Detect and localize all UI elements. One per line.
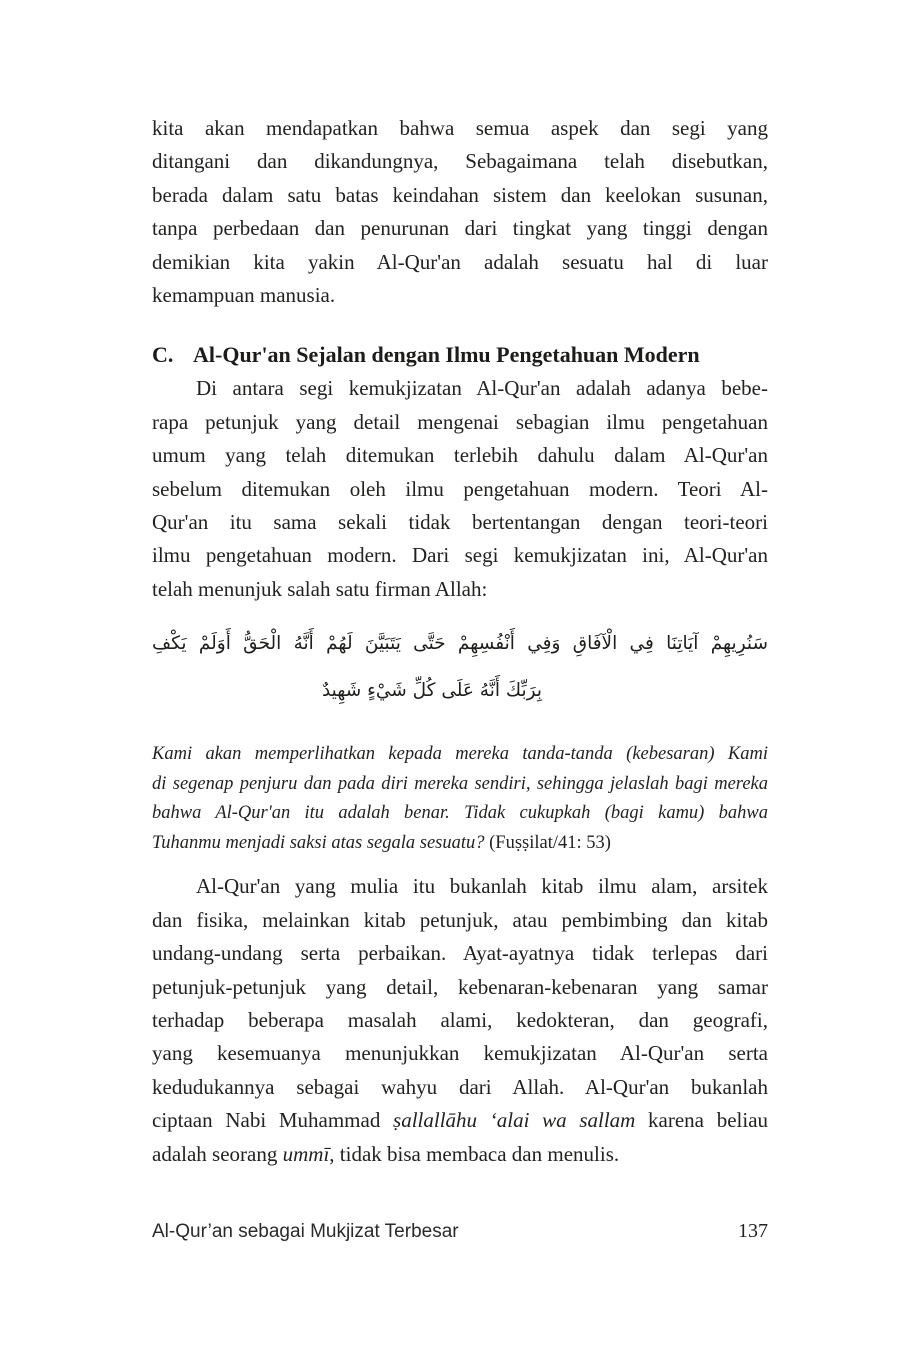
text-line: tanpa perbedaan dan penurunan dari tingkat yang tinggi dengan (152, 216, 768, 241)
text-line: terhadap beberapa masalah alami, kedokteran, dan geografi, (152, 1007, 768, 1032)
text-line: adalah seorang ummī, tidak bisa membaca dan menulis. (152, 1141, 620, 1166)
text-line: kita akan mendapatkan bahwa semua aspek dan segi yang (152, 116, 768, 140)
text-line: di segenap penjuru dan pada diri mereka sendiri, sehingga jelaslah bagi mereka (152, 773, 768, 794)
page-number: 137 (738, 1220, 768, 1242)
text-line: telah menunjuk salah satu firman Allah: (152, 576, 488, 601)
verse-line-1: سَنُرِيهِمْ آيَاتِنَا فِي الْآفَاقِ وَفِي أَنْفُسِهِمْ حَتَّى يَتَبَيَّنَ لَهُمْ أَنَّهُ الْحَقُّ أَوَلَمْ يَكْفِ (152, 633, 768, 655)
text-line: Di antara segi kemukjizatan Al-Qur'an adalah adanya bebe- (196, 376, 768, 401)
text-line: Tuhanmu menjadi saksi atas segala sesuatu? (Fuṣṣilat/41: 53) (152, 832, 611, 853)
text-line: petunjuk-petunjuk yang detail, kebenaran-kebenaran yang samar (152, 974, 768, 999)
paragraph-closing (152, 870, 768, 1171)
text-line: Qur'an itu sama sekali tidak bertentangan dengan teori-teori (152, 510, 768, 535)
text-line: berada dalam satu batas keindahan sistem dan keelokan susunan, (152, 182, 768, 207)
text-line: rapa petunjuk yang detail mengenai sebagian ilmu pengetahuan (152, 409, 768, 434)
paragraph-intro (152, 372, 768, 606)
text-line: bahwa Al-Qur'an itu adalah benar. Tidak cukupkah (bagi kamu) bahwa (152, 803, 768, 824)
quran-verse (152, 620, 768, 714)
text-line: sebelum ditemukan oleh ilmu pengetahuan modern. Teori Al- (152, 476, 768, 501)
page-content (152, 112, 768, 1171)
verse-line-2: بِرَبِّكَ أَنَّهُ عَلَى كُلِّ شَيْءٍ شَهِيدٌ (321, 680, 542, 702)
running-title: Al-Qur’an sebagai Mukjizat Terbesar (152, 1221, 459, 1242)
text-line: dan fisika, melainkan kitab petunjuk, atau pembimbing dan kitab (152, 907, 768, 932)
paragraph-continuation (152, 112, 768, 312)
text-line: umum yang telah ditemukan terlebih dahulu dalam Al-Qur'an (152, 443, 768, 468)
text-line: kemampuan manusia. (152, 283, 336, 308)
text-line: yang kesemuanya menunjukkan kemukjizatan Al-Qur'an serta (152, 1041, 768, 1066)
section-title: Al-Qur'an Sejalan dengan Ilmu Pengetahuan Modern (193, 342, 700, 368)
section-heading (152, 338, 768, 372)
verse-translation (152, 740, 768, 858)
text-line: demikian kita yakin Al-Qur'an adalah sesuatu hal di luar (152, 249, 768, 274)
text-line: ditangani dan dikandungnya, Sebagaimana telah disebutkan, (152, 149, 768, 174)
text-line: ilmu pengetahuan modern. Dari segi kemukjizatan ini, Al-Qur'an (152, 543, 768, 568)
text-line: undang-undang serta perbaikan. Ayat-ayatnya tidak terlepas dari (152, 941, 768, 966)
text-line: Kami akan memperlihatkan kepada mereka tanda-tanda (kebesaran) Kami (152, 744, 768, 765)
text-line: Al-Qur'an yang mulia itu bukanlah kitab ilmu alam, arsitek (196, 874, 768, 899)
text-line: kedudukannya sebagai wahyu dari Allah. Al-Qur'an bukanlah (152, 1074, 768, 1099)
section-number: C. (152, 342, 174, 368)
page-footer (152, 1220, 768, 1243)
text-line: ciptaan Nabi Muhammad ṣallallāhu ‘alai wa sallam karena beliau (152, 1108, 769, 1133)
